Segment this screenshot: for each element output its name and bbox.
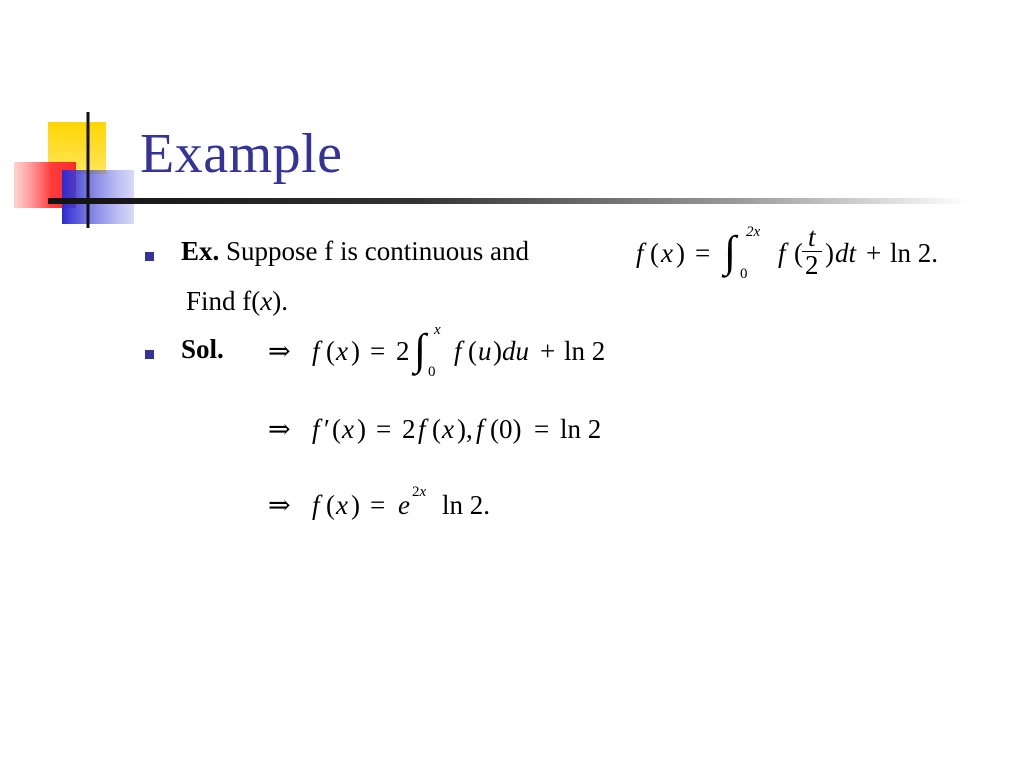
ex-text: Suppose f is continuous and xyxy=(226,236,530,266)
ex-line xyxy=(181,236,529,267)
sol-label: Sol. xyxy=(181,334,224,364)
title-underline xyxy=(48,198,968,204)
blue-block xyxy=(62,170,134,224)
find-line: Find f(x). xyxy=(186,286,288,316)
bullet-sol xyxy=(145,350,154,359)
ex-label: Ex. xyxy=(181,236,220,266)
solution-step-1: ⇒ f ( x ) = 2 ∫ x 0 f ( u ) du + ln 2 xyxy=(268,322,606,380)
equation-definition: f ( x ) = ∫ 2x 0 f ( $\frac{t}{2}$ ) dt + ln 2. xyxy=(636,222,939,282)
solution-step-3: ⇒ f ( x ) = e 2x ln 2. xyxy=(268,484,491,520)
slide-title: Example xyxy=(140,123,343,185)
decorative-blocks-logo xyxy=(0,0,140,240)
solution-step-2: ⇒ f ′ ( x ) = 2 f ( x ), f (0) = ln 2 xyxy=(268,414,602,444)
bullet-ex xyxy=(145,252,154,261)
